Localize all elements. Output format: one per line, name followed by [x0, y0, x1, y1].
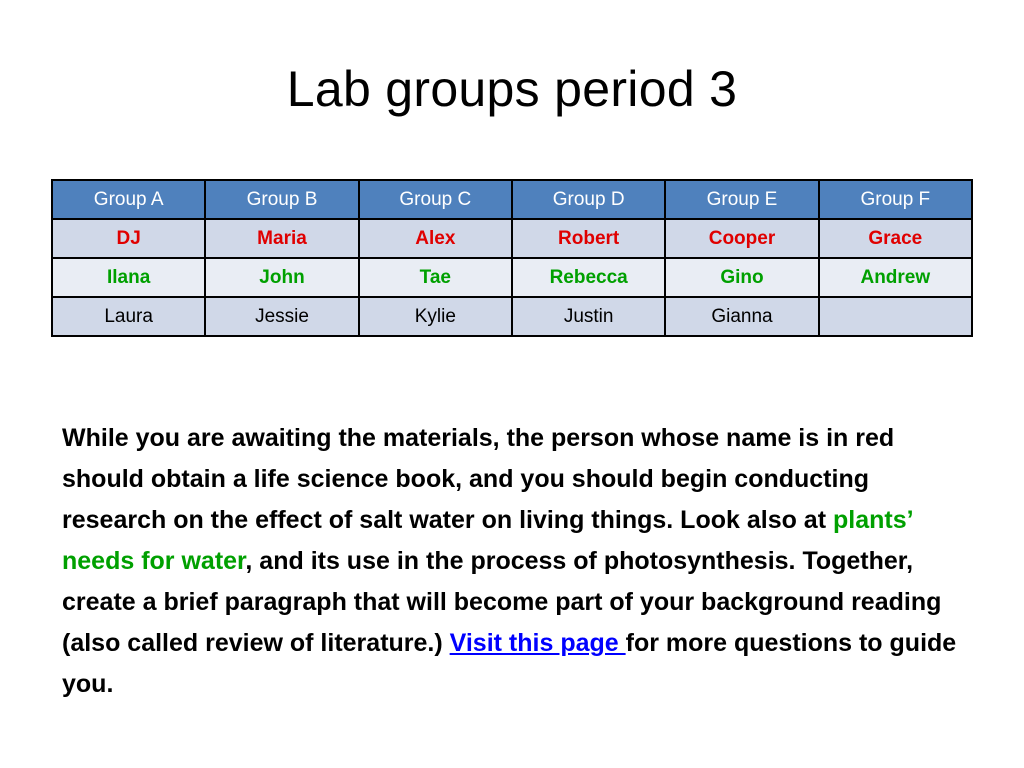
table-cell: Kylie — [359, 297, 512, 336]
header-group-c: Group C — [359, 180, 512, 219]
header-group-e: Group E — [665, 180, 818, 219]
table-cell: Maria — [205, 219, 358, 258]
header-group-a: Group A — [52, 180, 205, 219]
instructions-paragraph — [62, 418, 972, 705]
table-row — [52, 297, 972, 336]
instructions-text-2: , and its use in the process of photosynthesis. Together, create a brief paragraph that will become part of your background reading (also called review of literature.) — [62, 547, 942, 657]
table-cell: John — [205, 258, 358, 297]
slide-title: Lab groups period 3 — [286, 61, 738, 117]
table-cell: Cooper — [665, 219, 818, 258]
table-cell: Gino — [665, 258, 818, 297]
plants-water-highlight: plants’ needs for water — [62, 506, 913, 575]
table-header-row — [52, 180, 972, 219]
table-cell: Tae — [359, 258, 512, 297]
table-cell: Rebecca — [512, 258, 665, 297]
lab-groups-table — [51, 179, 973, 337]
header-group-f: Group F — [819, 180, 972, 219]
instructions-text-1: While you are awaiting the materials, the person whose name is in red should obtain a life science book, and you should begin conducting research on the effect of salt water on living things. Look also at — [62, 424, 895, 534]
table-cell: Andrew — [819, 258, 972, 297]
table-cell: Justin — [512, 297, 665, 336]
table-cell: Robert — [512, 219, 665, 258]
table-row — [52, 258, 972, 297]
visit-page-link[interactable]: Visit this page — [449, 629, 626, 657]
table-cell: Grace — [819, 219, 972, 258]
table-row — [52, 219, 972, 258]
header-group-d: Group D — [512, 180, 665, 219]
table-cell: Laura — [52, 297, 205, 336]
table-cell: Jessie — [205, 297, 358, 336]
table-cell: DJ — [52, 219, 205, 258]
table-cell: Alex — [359, 219, 512, 258]
table-cell: Gianna — [665, 297, 818, 336]
table-cell-empty — [819, 297, 972, 336]
table-cell: Ilana — [52, 258, 205, 297]
instructions-text-3: for more questions to guide you. — [62, 629, 957, 698]
header-group-b: Group B — [205, 180, 358, 219]
